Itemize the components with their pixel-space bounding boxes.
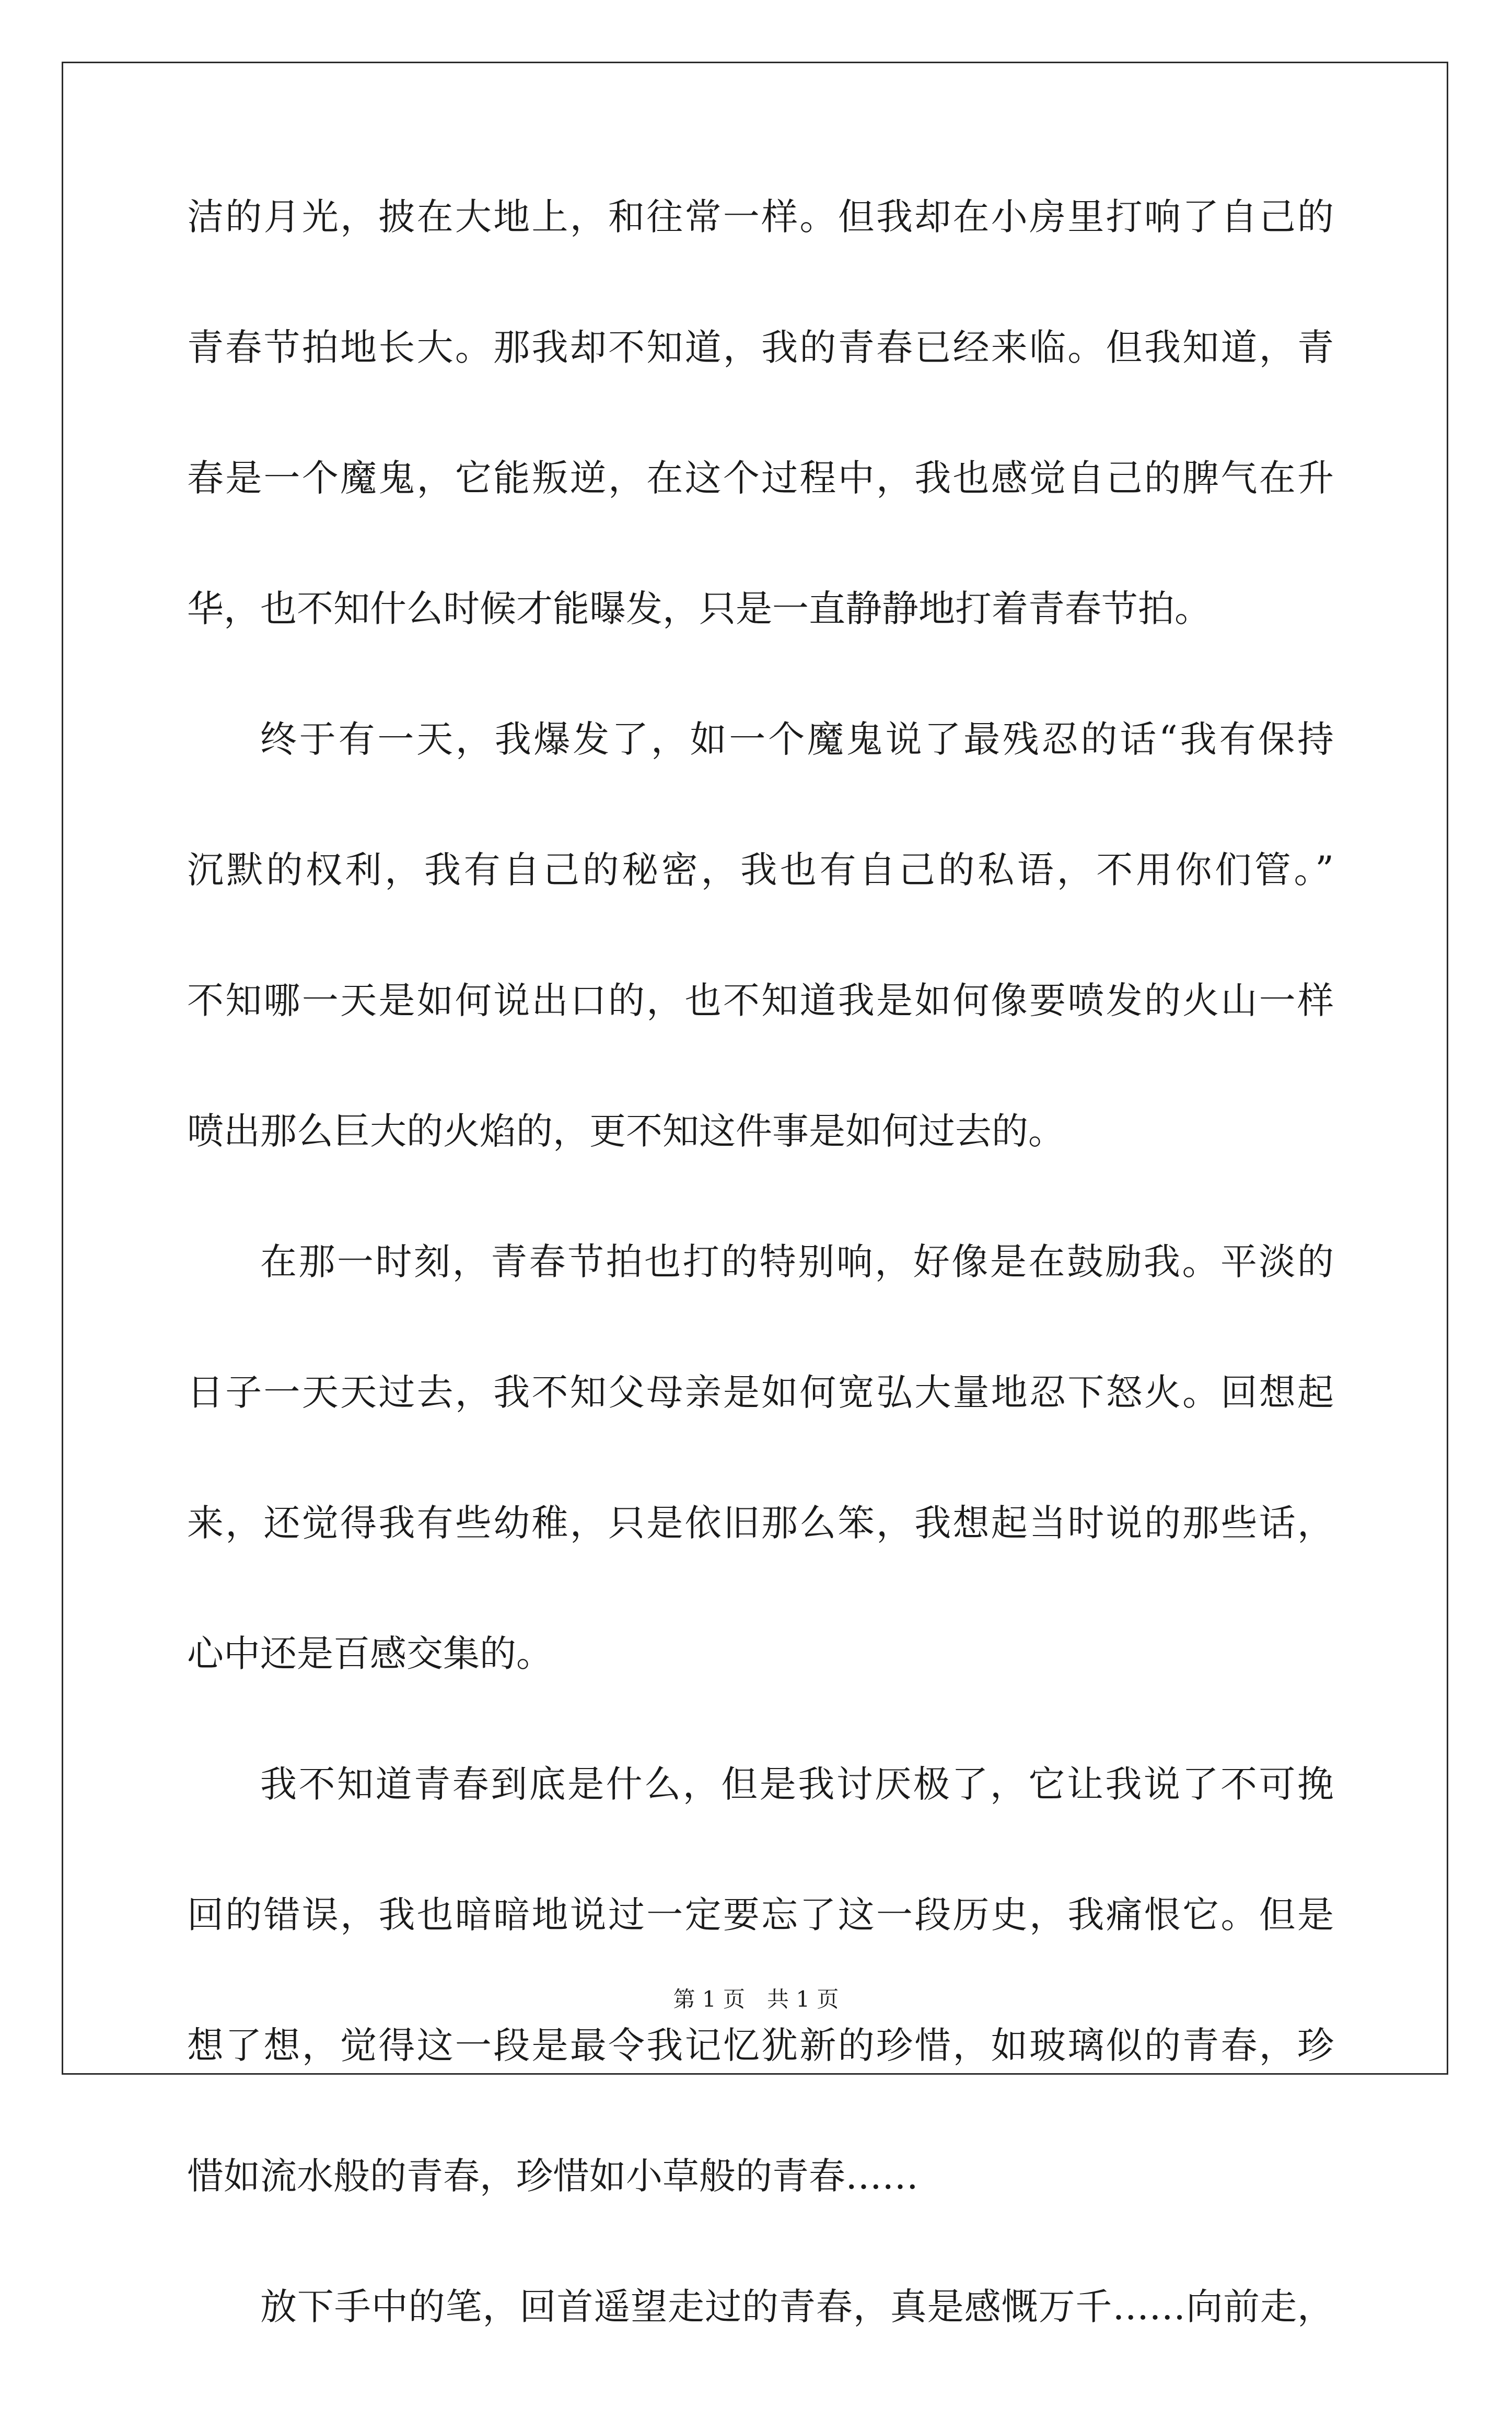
text-line: 想了想，觉得这一段是最令我记忆犹新的珍惜，如玻璃似的青春，珍 xyxy=(187,2024,1334,2067)
text-line: 在那一时刻，青春节拍也打的特别响，好像是在鼓励我。平淡的 xyxy=(260,1240,1334,1283)
text-line: 放下手中的笔，回首遥望走过的青春，真是感慨万千……向前走， xyxy=(260,2285,1334,2328)
text-line: 来，还觉得我有些幼稚，只是依旧那么笨，我想起当时说的那些话， xyxy=(187,1502,1334,1544)
text-line: 喷出那么巨大的火焰的，更不知这件事是如何过去的。 xyxy=(187,1110,1065,1153)
text-line: 惜如流水般的青春，珍惜如小草般的青春…… xyxy=(187,2155,918,2197)
text-line: 不知哪一天是如何说出口的，也不知道我是如何像要喷发的火山一样 xyxy=(187,979,1334,1022)
text-line: 心中还是百感交集的。 xyxy=(187,1632,553,1675)
text-line: 青春节拍地长大。那我却不知道，我的青春已经来临。但我知道，青 xyxy=(187,326,1334,369)
text-line: 洁的月光，披在大地上，和往常一样。但我却在小房里打响了自己的 xyxy=(187,195,1334,238)
text-line: 日子一天天过去，我不知父母亲是如何宽弘大量地忍下怒火。回想起 xyxy=(187,1371,1334,1414)
text-line: 沉默的权利，我有自己的秘密，我也有自己的私语，不用你们管。” xyxy=(187,848,1334,891)
text-line: 春是一个魔鬼，它能叛逆，在这个过程中，我也感觉自己的脾气在升 xyxy=(187,457,1334,499)
text-line: 华，也不知什么时候才能曝发，只是一直静静地打着青春节拍。 xyxy=(187,587,1211,630)
text-line: 终于有一天，我爆发了，如一个魔鬼说了最残忍的话“我有保持 xyxy=(260,718,1334,761)
page-number-footer: 第 1 页 共 1 页 xyxy=(673,1986,839,2012)
text-line: 我不知道青春到底是什么，但是我讨厌极了，它让我说了不可挽 xyxy=(260,1763,1334,1806)
text-line: 回的错误，我也暗暗地说过一定要忘了这一段历史，我痛恨它。但是 xyxy=(187,1893,1334,1936)
document-body xyxy=(187,195,1334,2419)
